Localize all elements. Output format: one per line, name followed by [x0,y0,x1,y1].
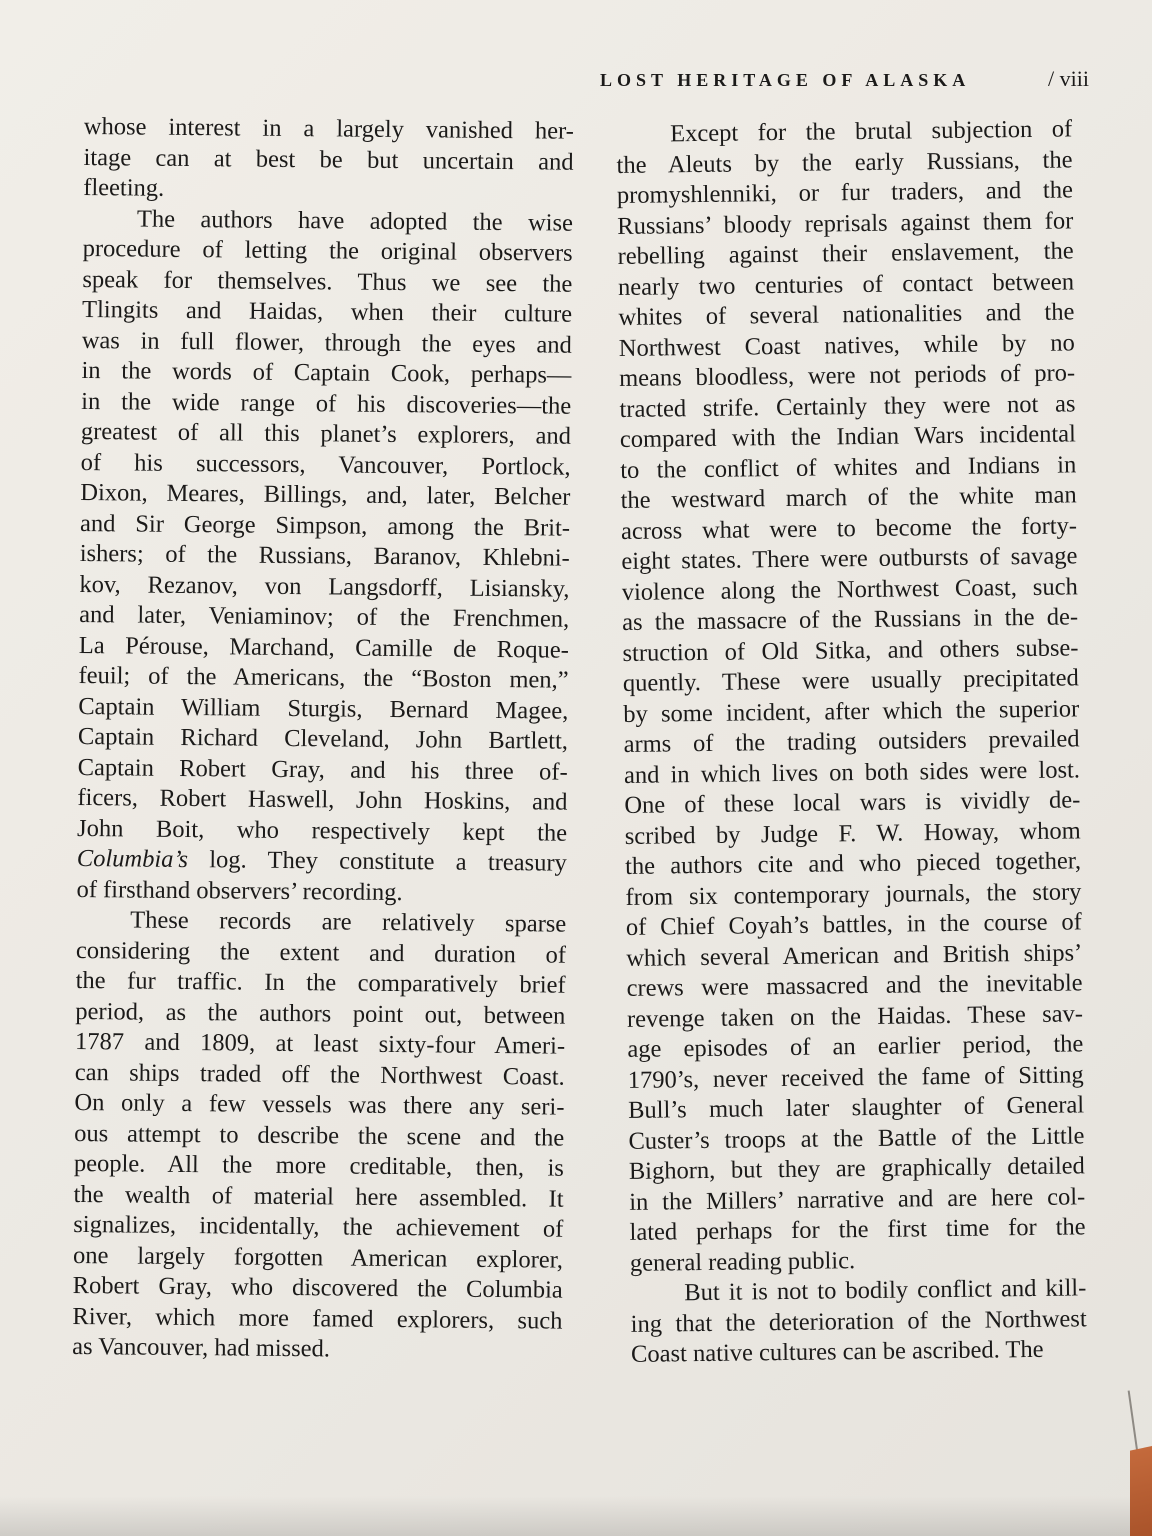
text-line: and in which lives on both sides were lost. [623,755,1081,789]
text-line: The authors have adopted the wise [136,205,574,237]
text-line: and Sir George Simpson, among the Brit- [79,509,571,542]
text-line: 1790’s, never received the fame of Sitting [627,1060,1084,1094]
text-line: These records are relatively sparse [130,906,567,938]
text-line: in the wide range of his discoveries—the [81,387,572,420]
text-line: whites of several nationalities and the [618,298,1075,331]
text-line: arms of the trading outsiders prevailed [623,725,1080,758]
text-line: Captain Richard Cleveland, John Bartlett, [77,722,569,755]
text-line: was in full flower, through the eyes and [81,326,572,359]
text-line: signalizes, incidentally, the achievement of [73,1210,564,1243]
text-line: ing that the deterioration of the Northwest [630,1304,1087,1338]
text-line: tracted strife. Certainly they were not as [619,389,1076,423]
text-line: the fur traffic. In the comparatively brief [75,966,566,999]
text-line: one largely forgotten American explorer, [72,1241,564,1274]
text-line: in the words of Captain Cook, perhaps— [81,356,572,389]
running-head: LOST HERITAGE OF ALASKA [600,70,971,90]
text-line: John Boit, who respectively kept the [76,814,568,847]
text-line: by some incident, after which the superior [623,694,1080,728]
text-line: itage can at best be but uncertain and [83,143,574,176]
text-line: On only a few vessels was there any seri- [74,1088,565,1121]
text-line: Except for the brutal subjection of [670,115,1073,148]
text-line: kov, Rezanov, von Langsdorff, Lisiansky, [79,570,570,603]
text-line: Custer’s troops at the Battle of the Little [628,1121,1085,1155]
text-line: scribed by Judge F. W. Howay, whom [624,816,1081,850]
text-line: nearly two centuries of contact between [617,267,1075,301]
right-text-column [616,114,1087,1370]
left-text-column [72,112,574,1367]
text-line: River, which more famed explorers, such [72,1302,563,1335]
text-line: Captain Robert Gray, and his three of- [77,753,568,786]
text-line: Dixon, Meares, Billings, and, later, Belcher [80,478,571,511]
text-line: across what were to become the forty- [620,511,1078,545]
text-line: of firsthand observers’ recording. [76,875,403,906]
text-line: means bloodless, were not periods of pro- [618,359,1076,392]
text-line: Russians’ bloody reprisals against them for [617,206,1074,240]
text-line: fleeting. [83,173,165,202]
text-line: procedure of letting the original observers [82,234,573,267]
text-fragment: log. They constitute a treasury [209,846,567,877]
text-line: promyshlenniki, or fur traders, and the [616,176,1074,209]
text-line: greatest of all this planet’s explorers, and [80,417,572,450]
text-line: the wealth of material here assembled. It [73,1180,564,1213]
text-line: people. All the more creditable, then, is [73,1149,565,1182]
text-line: age episodes of an earlier period, the [627,1030,1084,1063]
text-line: ishers; of the Russians, Baranov, Khlebni- [79,539,570,572]
text-line: rebelling against their enslavement, the [617,237,1074,270]
text-line: general reading public. [629,1246,856,1277]
text-line: Northwest Coast natives, while by no [618,328,1075,362]
text-line: compared with the Indian Wars incidental [619,420,1077,453]
text-line-with-italic [77,844,567,879]
page-number: / viii [1048,66,1089,91]
text-line: and later, Veniaminov; of the Frenchmen, [79,600,570,633]
text-line: But it is not to bodily conflict and kill- [684,1274,1087,1307]
text-line: considering the extent and duration of [75,936,567,969]
text-line: speak for themselves. Thus we see the [82,265,573,298]
text-line: can ships traded off the Northwest Coast. [74,1058,565,1091]
text-line: of his successors, Vancouver, Portlock, [80,448,571,481]
text-line: the Aleuts by the early Russians, the [616,145,1073,179]
text-line: eight states. There were outbursts of savage [621,542,1078,575]
text-line: ficers, Robert Haswell, John Hoskins, and [77,783,568,816]
text-line: Captain William Sturgis, Bernard Magee, [78,692,569,725]
text-line: feuil; of the Americans, the “Boston men,” [78,661,569,694]
text-line: ous attempt to describe the scene and the [74,1119,565,1152]
text-line: Bull’s much later slaughter of General [627,1091,1085,1124]
text-line: from six contemporary journals, the story [625,877,1082,911]
text-line: as the massacre of the Russians in the de- [621,603,1079,636]
text-line: Robert Gray, who discovered the Columbia [72,1271,563,1304]
text-line: One of these local wars is vividly de- [624,786,1081,819]
text-line: quently. These were usually precipitated [622,664,1080,697]
text-line: whose interest in a largely vanished her- [83,112,574,145]
text-line: revenge taken on the Haidas. These sav- [626,999,1084,1033]
text-line: which several American and British ships’ [626,938,1083,972]
text-line: in the Millers’ narrative and are here col- [629,1182,1086,1216]
text-line: Tlingits and Haidas, when their culture [81,295,573,328]
text-line: the authors cite and who pieced together, [624,847,1082,880]
text-line: Bighorn, but they are graphically detailed [628,1152,1085,1185]
text-line: as Vancouver, had missed. [72,1332,331,1363]
text-line: struction of Old Sitka, and others subse- [622,633,1079,667]
text-line: to the conflict of whites and Indians in [620,450,1077,484]
text-line: the westward march of the white man [620,481,1077,514]
text-line: 1787 and 1809, at least sixty-four Ameri- [74,1027,566,1060]
text-line: lated perhaps for the first time for the [629,1213,1086,1246]
italic-ship-name: Columbia’s [76,844,189,874]
page-bottom-shadow [0,1496,1152,1536]
text-line: crews were massacred and the inevitable [626,969,1083,1002]
book-cover-edge [1130,1446,1152,1536]
text-line: Coast native cultures can be ascribed. The [630,1335,1044,1368]
text-line: La Pérouse, Marchand, Camille de Roque- [78,631,569,664]
text-line: of Chief Coyah’s battles, in the course of [625,908,1082,941]
text-line: violence along the Northwest Coast, such [621,572,1078,606]
text-line: period, as the authors point out, between [75,997,566,1030]
